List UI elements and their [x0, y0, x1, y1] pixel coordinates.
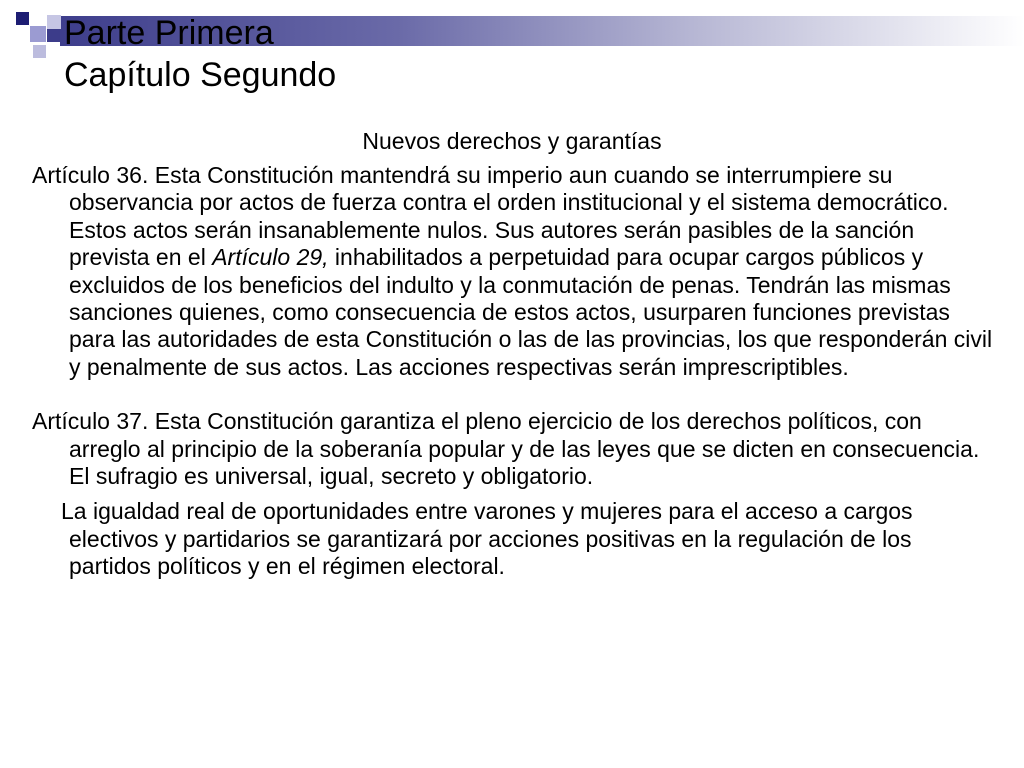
article-36-lead-text: Artículo 36. Esta Constitución mantendrá su imperio aun cuando se interrumpiere su observancia por actos de fuerza contra el orden institucional y el sistema democrático. Estos actos serán insanablemente nulos. Sus autores serán pasibles de la sanción prevista en el: [32, 162, 949, 271]
decorative-square-icon: [47, 29, 60, 42]
section-subtitle: Nuevos derechos y garantías: [362, 128, 662, 154]
article-37-paragraph: Artículo 37. Esta Constitución garantiza el pleno ejercicio de los derechos políticos, con arreglo al principio de la soberanía popular y de las leyes que se dicten en consecuencia. El sufragio es universal, igual, secreto y obligatorio.: [32, 408, 980, 490]
slide-body: [32, 162, 994, 581]
article-36-tail-text: inhabilitados a perpetuidad para ocupar cargos públicos y excluidos de los beneficios del indulto y la conmutación de penas. Tendrán las mismas sanciones quienes, como consecuencia de estos actos, usurparen funciones previstas para las autoridades de esta Constitución o las de las provincias, los que responderán civil y penalmente de sus actos. Las acciones respectivas serán imprescriptibles.: [69, 244, 993, 380]
decorative-square-icon: [30, 26, 46, 42]
decorative-square-icon: [47, 15, 61, 29]
article-37-continuation-paragraph: La igualdad real de oportunidades entre varones y mujeres para el acceso a cargos electivos y partidarios se garantizará por acciones positivas en la regulación de los partidos políticos y en el régimen electoral.: [61, 498, 913, 580]
title-line-part: Parte Primera: [64, 14, 274, 52]
article-36-paragraph: [32, 162, 994, 381]
decorative-square-icon: [33, 45, 46, 58]
article-29-reference: Artículo 29,: [212, 244, 329, 271]
decorative-square-icon: [16, 12, 29, 25]
slide-title: [64, 12, 336, 96]
title-line-chapter: Capítulo Segundo: [64, 56, 337, 94]
